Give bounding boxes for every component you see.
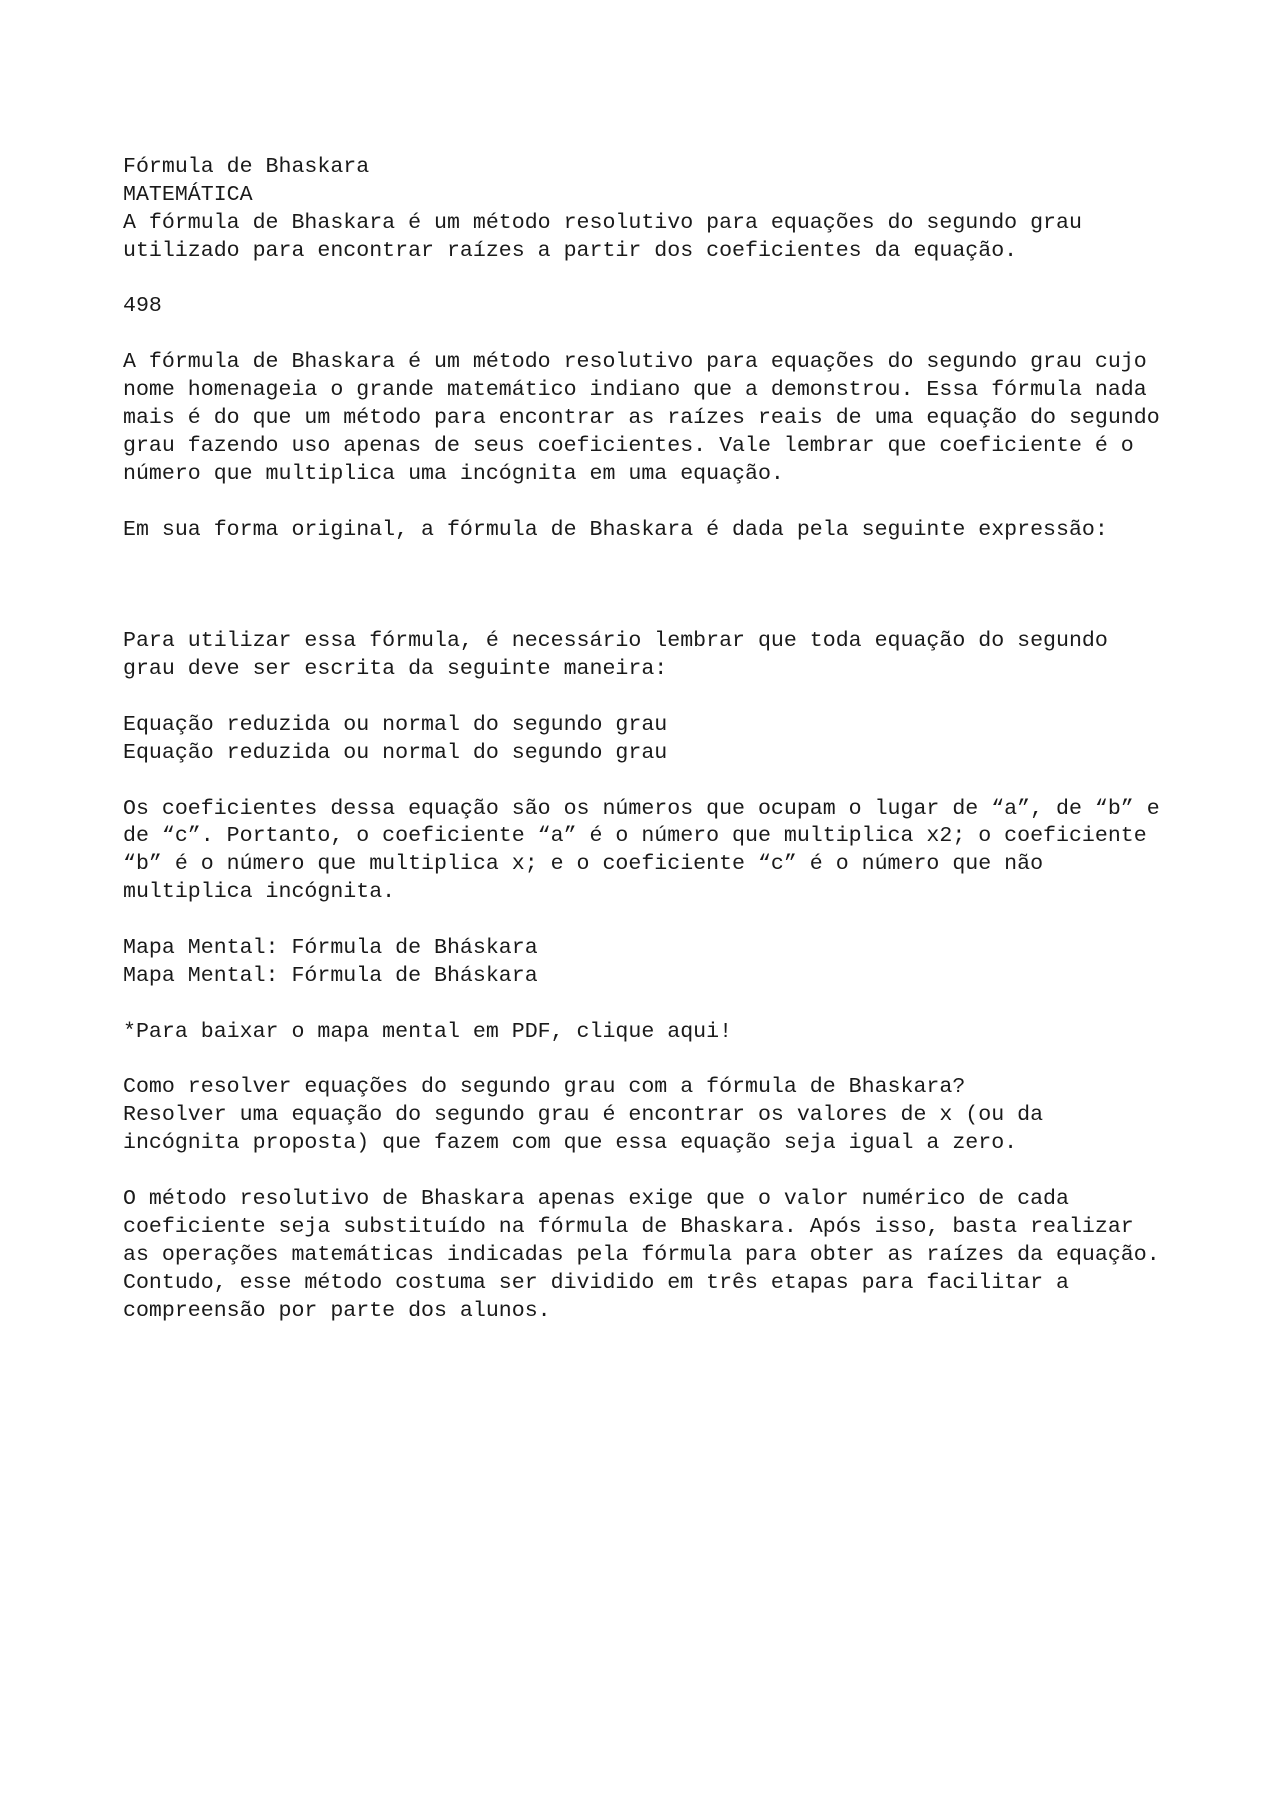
paragraph-intro xyxy=(123,349,1160,488)
spacer xyxy=(123,1158,1160,1186)
page-title: Fórmula de Bhaskara xyxy=(123,155,370,179)
text-line: nome homenageia o grande matemático indiano que a demonstrou. Essa fórmula nada xyxy=(123,378,1147,403)
paragraph-formula-intro: Em sua forma original, a fórmula de Bhaskara é dada pela seguinte expressão: xyxy=(123,517,1108,542)
text-line: “b” é o número que multiplica x; e o coeficiente “c” é o número que não xyxy=(123,852,1044,877)
paragraph-coefficients xyxy=(123,796,1160,908)
category-label: MATEMÁTICA xyxy=(123,182,253,207)
caption-line: Equação reduzida ou normal do segundo grau xyxy=(123,740,668,765)
spacer xyxy=(123,489,1160,517)
text-line: A fórmula de Bhaskara é um método resolutivo para equações do segundo grau cujo xyxy=(123,350,1147,375)
paragraph-method xyxy=(123,1186,1160,1325)
text-line: mais é do que um método para encontrar as raízes reais de uma equação do segundo xyxy=(123,406,1160,431)
text-line: incógnita proposta) que fazem com que essa equação seja igual a zero. xyxy=(123,1131,1018,1156)
text-line: coeficiente seja substituído na fórmula de Bhaskara. Após isso, basta realizar xyxy=(123,1214,1134,1239)
section-how-to-solve xyxy=(123,1074,1160,1158)
caption-line: Mapa Mental: Fórmula de Bháskara xyxy=(123,935,538,960)
formula-placeholder xyxy=(123,544,1160,628)
caption-line: Equação reduzida ou normal do segundo grau xyxy=(123,712,668,737)
download-pdf-link[interactable]: *Para baixar o mapa mental em PDF, clique aqui! xyxy=(123,1019,733,1044)
text-line: Os coeficientes dessa equação são os números que ocupam o lugar de “a”, de “b” e xyxy=(123,796,1160,821)
text-line: Contudo, esse método costuma ser dividido em três etapas para facilitar a xyxy=(123,1270,1069,1295)
spacer xyxy=(123,768,1160,796)
caption-line: Mapa Mental: Fórmula de Bháskara xyxy=(123,963,538,988)
text-line: multiplica incógnita. xyxy=(123,880,396,905)
spacer xyxy=(123,991,1160,1019)
image-caption-mind-map xyxy=(123,935,1160,991)
image-caption-equation xyxy=(123,712,1160,768)
text-line: número que multiplica uma incógnita em uma equação. xyxy=(123,461,784,486)
spacer xyxy=(123,321,1160,349)
summary-line: utilizado para encontrar raízes a partir dos coeficientes da equação. xyxy=(123,238,1018,263)
summary-line: A fórmula de Bhaskara é um método resolutivo para equações do segundo grau xyxy=(123,210,1082,235)
text-line: Para utilizar essa fórmula, é necessário lembrar que toda equação do segundo xyxy=(123,629,1108,654)
spacer xyxy=(123,907,1160,935)
text-line: O método resolutivo de Bhaskara apenas exige que o valor numérico de cada xyxy=(123,1186,1069,1211)
section-heading: Como resolver equações do segundo grau com a fórmula de Bhaskara? xyxy=(123,1075,966,1100)
spacer xyxy=(123,266,1160,294)
document-body xyxy=(123,154,1160,1325)
text-line: compreensão por parte dos alunos. xyxy=(123,1298,551,1323)
text-line: de “c”. Portanto, o coeficiente “a” é o número que multiplica x2; o coeficiente xyxy=(123,824,1147,849)
text-line: Resolver uma equação do segundo grau é encontrar os valores de x (ou da xyxy=(123,1103,1044,1128)
spacer xyxy=(123,1047,1160,1075)
view-count: 498 xyxy=(123,294,162,319)
text-line: as operações matemáticas indicadas pela fórmula para obter as raízes da equação. xyxy=(123,1242,1160,1267)
text-line: grau deve ser escrita da seguinte maneira: xyxy=(123,657,668,682)
spacer xyxy=(123,684,1160,712)
text-line: grau fazendo uso apenas de seus coeficientes. Vale lembrar que coeficiente é o xyxy=(123,433,1134,458)
paragraph-usage xyxy=(123,628,1160,684)
